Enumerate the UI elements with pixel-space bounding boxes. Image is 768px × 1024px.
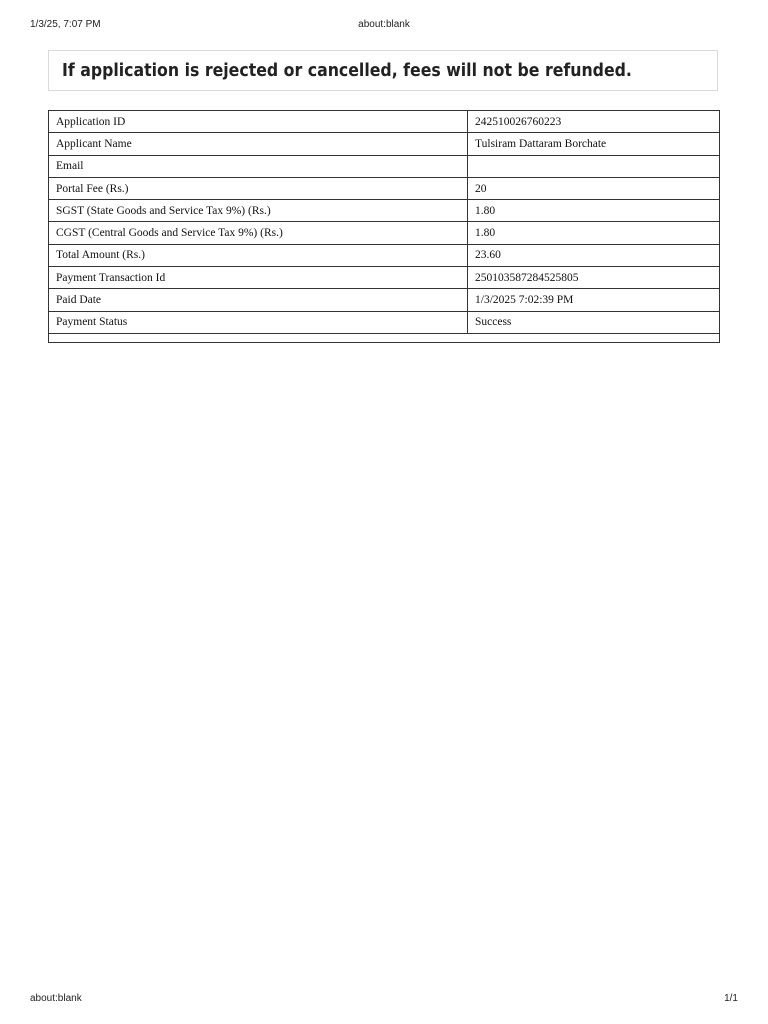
print-footer-url: about:blank [30,993,82,1004]
row-value: 20 [468,177,720,199]
table-row [49,244,720,266]
table-row [49,155,720,177]
table-row [49,289,720,311]
row-label: Email [49,155,468,177]
row-label: CGST (Central Goods and Service Tax 9%) (Rs.) [49,222,468,244]
row-label: Portal Fee (Rs.) [49,177,468,199]
table-row [49,222,720,244]
row-label: Application ID [49,111,468,133]
table-row [49,177,720,199]
print-footer-page-number: 1/1 [724,993,738,1004]
refund-notice-box [48,50,718,91]
row-label: Applicant Name [49,133,468,155]
table-row [49,133,720,155]
payment-receipt-table [48,110,720,343]
table-row [49,111,720,133]
print-header-url: about:blank [358,19,410,30]
row-value: 1.80 [468,200,720,222]
refund-notice-text: If application is rejected or cancelled, fees will not be refunded. [62,60,632,81]
row-value: 1/3/2025 7:02:39 PM [468,289,720,311]
table-row [49,267,720,289]
print-header-datetime: 1/3/25, 7:07 PM [30,19,101,30]
row-label: Paid Date [49,289,468,311]
row-value: 1.80 [468,222,720,244]
row-value [468,155,720,177]
empty-footer-row [49,333,720,342]
table-row [49,200,720,222]
row-value: Tulsiram Dattaram Borchate [468,133,720,155]
empty-cell [49,333,720,342]
row-label: Total Amount (Rs.) [49,244,468,266]
row-label: SGST (State Goods and Service Tax 9%) (Rs.) [49,200,468,222]
row-value: 23.60 [468,244,720,266]
table-row [49,311,720,333]
row-value: 242510026760223 [468,111,720,133]
row-label: Payment Status [49,311,468,333]
row-value: 250103587284525805 [468,267,720,289]
row-value: Success [468,311,720,333]
row-label: Payment Transaction Id [49,267,468,289]
